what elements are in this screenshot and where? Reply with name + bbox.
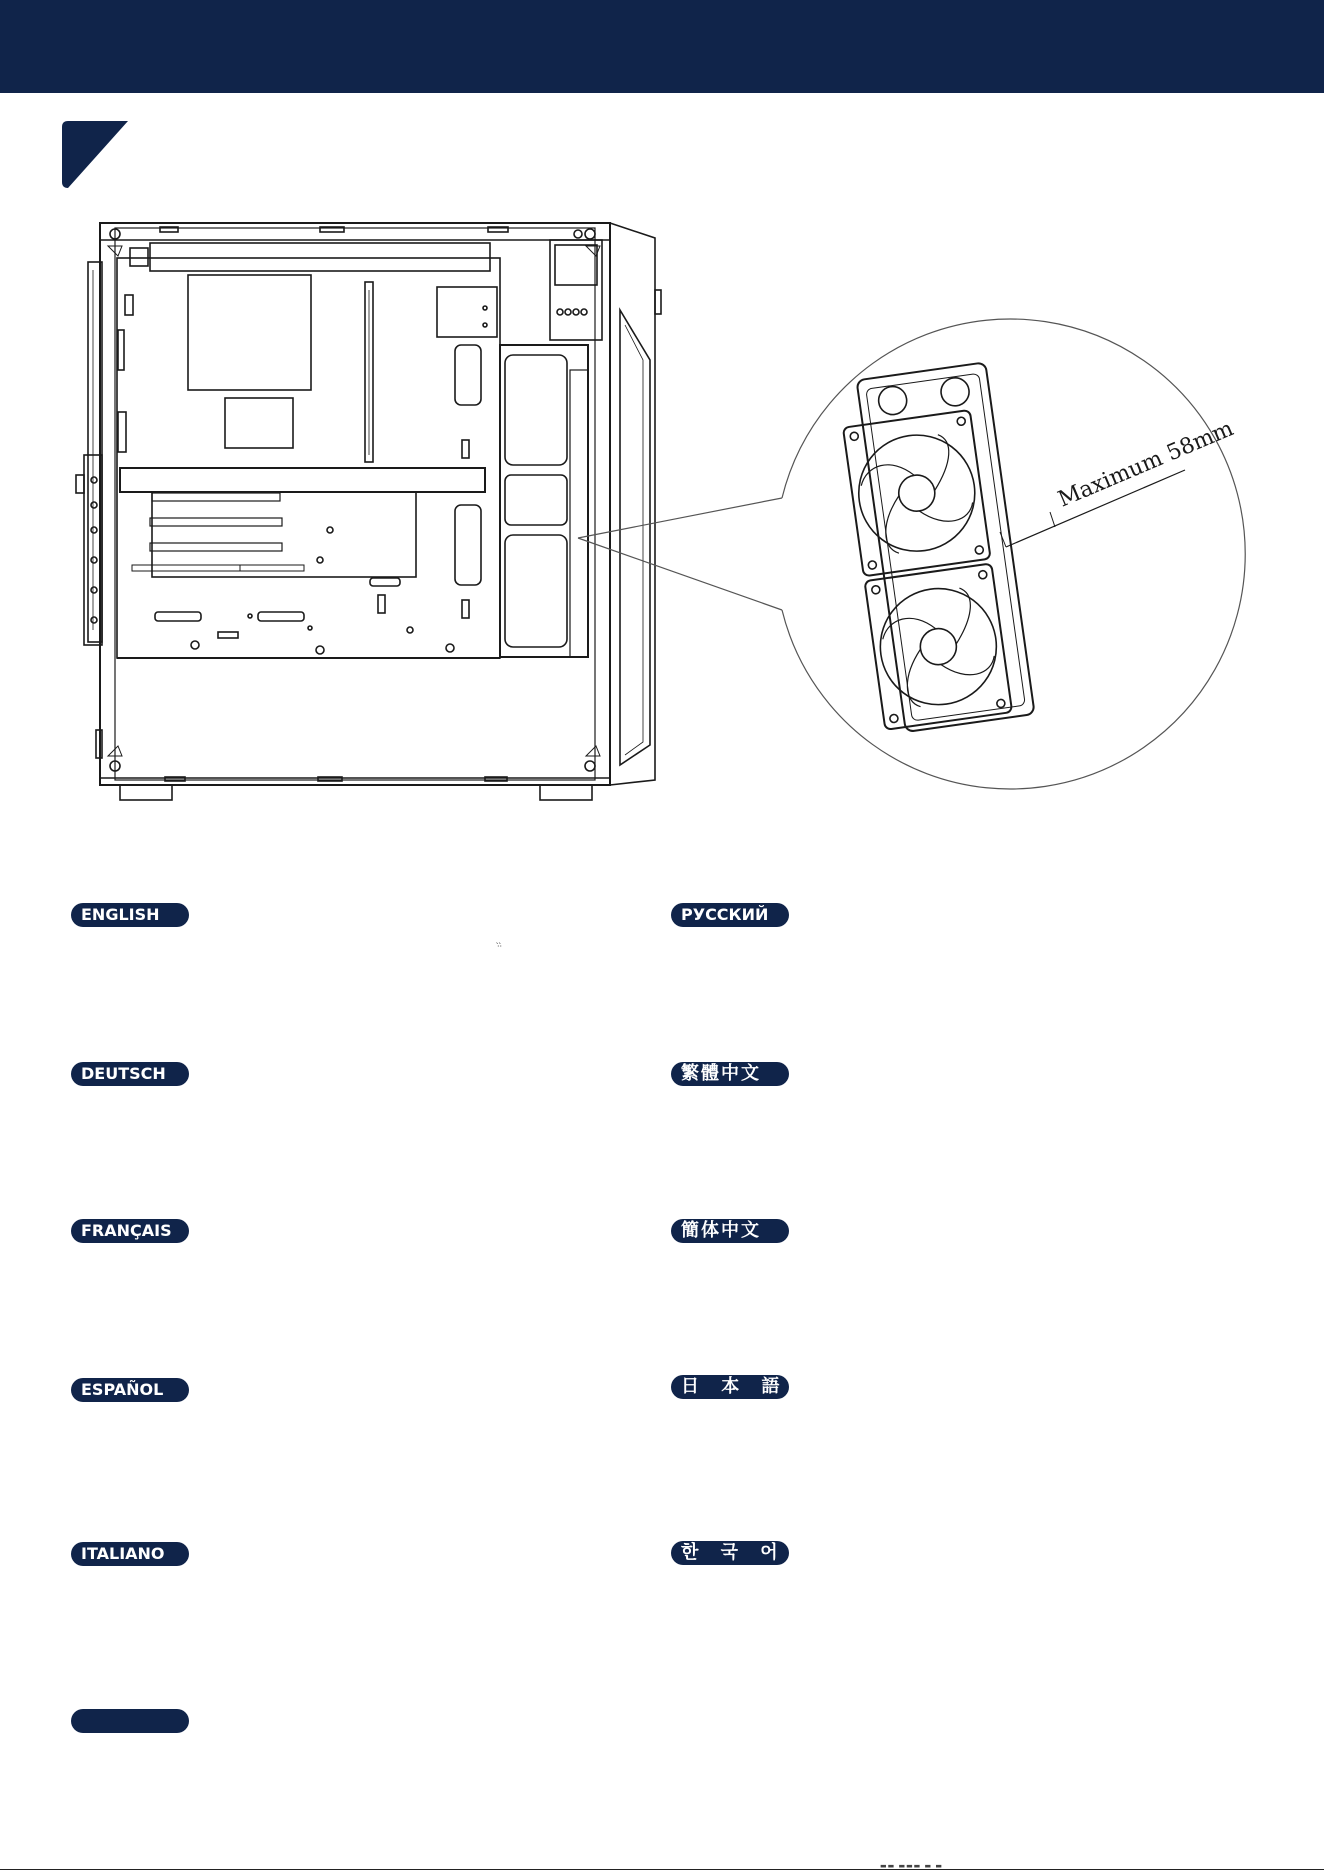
stray-mark: ·̀·̀ — [497, 942, 503, 951]
lang-badge-korean: 한 국 어 — [671, 1541, 789, 1565]
lang-badge-francais: FRANÇAIS — [71, 1219, 189, 1243]
lang-badge-english: ENGLISH — [71, 903, 189, 927]
lang-badge-trad-chinese: 繁體中文 — [671, 1062, 789, 1086]
dimension-label: Maximum 58mm — [1054, 416, 1238, 513]
case-radiator-diagram — [0, 0, 1324, 880]
lang-badge-russian: РУССКИЙ — [671, 903, 789, 927]
lang-badge-deutsch: DEUTSCH — [71, 1062, 189, 1086]
lang-badge-blank — [71, 1709, 189, 1733]
footer-rule — [0, 1869, 1324, 1870]
lang-badge-italiano: ITALIANO — [71, 1542, 189, 1566]
footer-marks: ▬▬ ▬▬▬ ▬ ▬ — [880, 1862, 943, 1870]
lang-badge-japanese: 日 本 語 — [671, 1375, 789, 1399]
lang-badge-espanol: ESPAÑOL — [71, 1378, 189, 1402]
magnified-radiator-view — [782, 319, 1245, 789]
case-side-view — [76, 223, 661, 800]
lang-badge-simp-chinese: 簡体中文 — [671, 1219, 789, 1243]
callout-pointer — [578, 498, 782, 610]
